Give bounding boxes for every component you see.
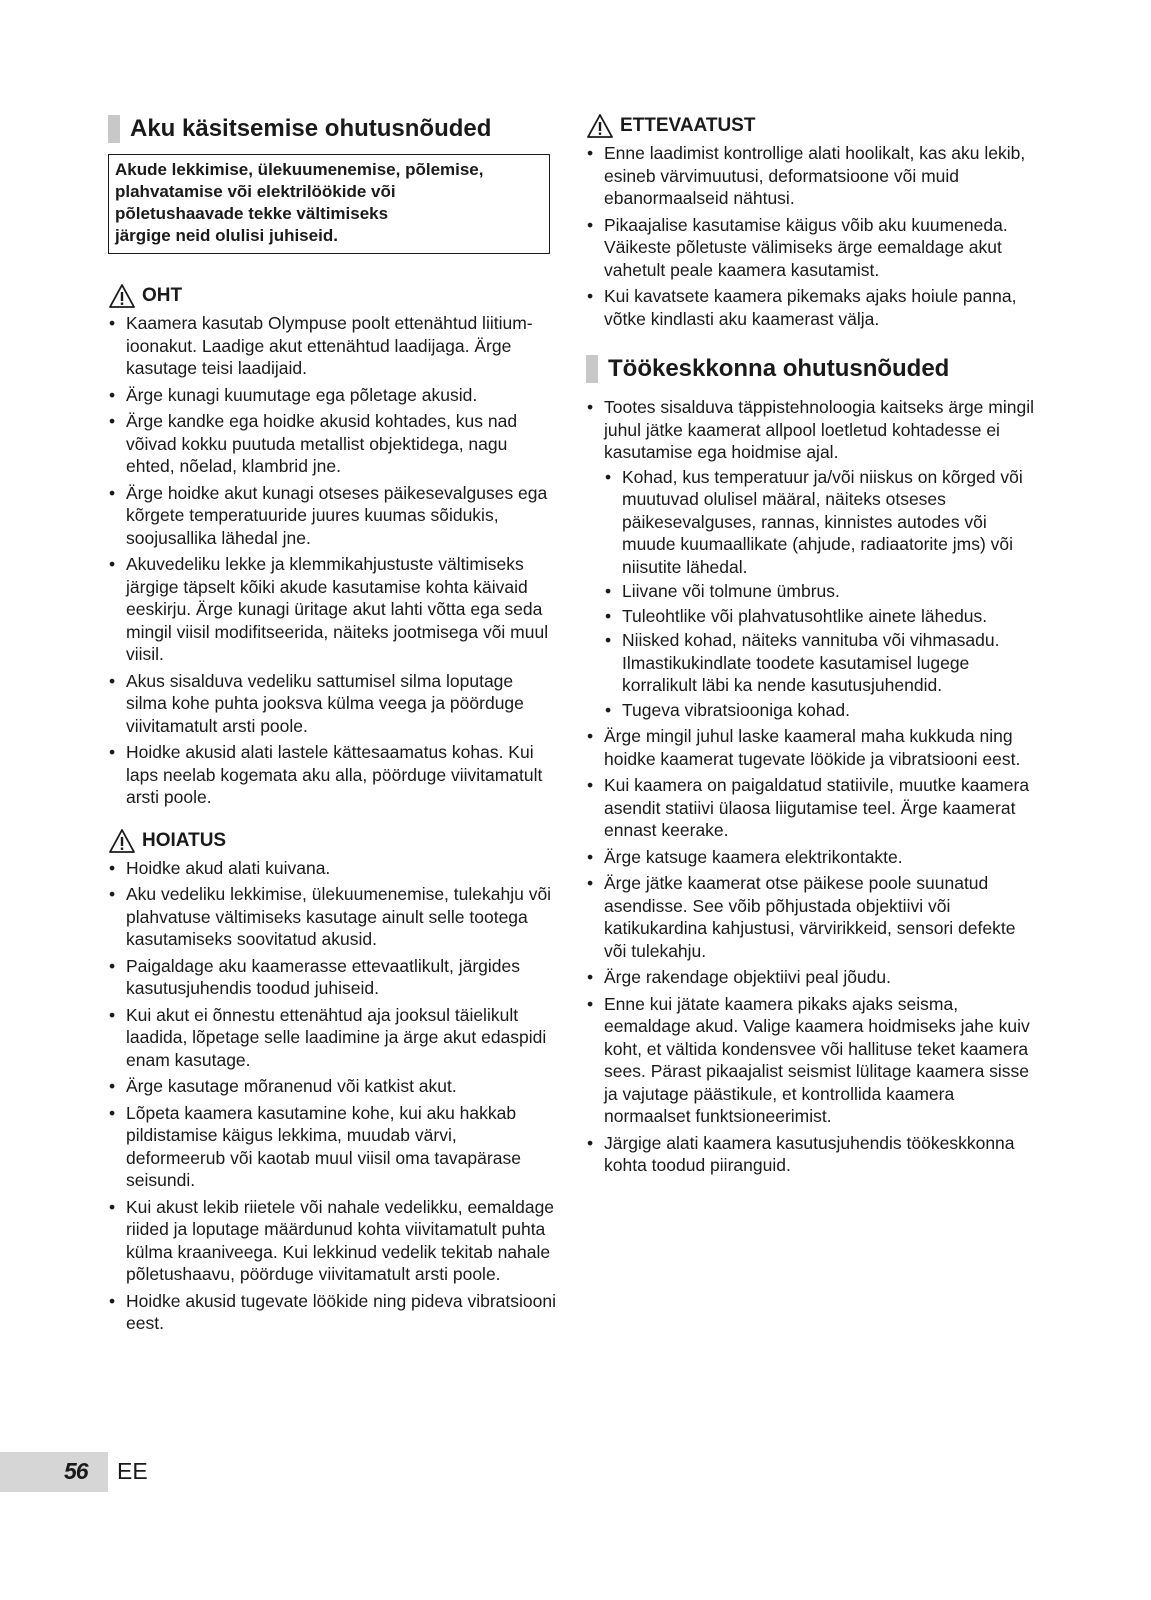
list-item: • Paigaldage aku kaamerasse ettevaatlikult, järgides kasutusjuhendis toodud juhiseid. <box>108 955 556 1000</box>
list-item: • Hoidke akusid alati lastele kättesaamatus kohas. Kui laps neelab kogemata aku alla, pöörduge viivitamatult arsti poole. <box>108 741 556 809</box>
list-item: • Ärge kandke ega hoidke akusid kohtades, kus nad võivad kokku puutuda metallist objektidega, nagu ehted, nõelad, klambrid jne. <box>108 410 556 478</box>
list-item: • Ärge mingil juhul laske kaameral maha kukkuda ning hoidke kaamerat tugevate löökide ja vibratsiooni eest. <box>586 725 1034 770</box>
warning-triangle-icon <box>586 113 614 139</box>
boxed-line: järgige neid olulisi juhiseid. <box>115 226 338 245</box>
list-item: • Pikaajalise kasutamise käigus võib aku kuumeneda. Väikeste põletuste välimiseks ärge eemaldage akut vahetult peale kaamera kasutamist. <box>586 214 1034 282</box>
list-item: • Ärge hoidke akut kunagi otseses päikesevalguses ega kõrgete temperatuuride juures kuumas sõidukis, soojusallika lähedal jne. <box>108 482 556 550</box>
ettevaatust-heading-text: ETTEVAATUST <box>620 115 756 136</box>
hoiatus-list <box>108 857 556 1335</box>
section-bar <box>108 115 120 143</box>
list-item: • Järgige alati kaamera kasutusjuhendis töökeskkonna kohta toodud piiranguid. <box>586 1132 1034 1177</box>
ettevaatust-group <box>586 112 1034 330</box>
boxed-notice <box>108 154 550 254</box>
list-item: • Hoidke akud alati kuivana. <box>108 857 556 880</box>
sub-list <box>604 466 1034 722</box>
page-number-tab <box>0 1452 108 1492</box>
boxed-line: põletushaavade tekke vältimiseks <box>115 204 389 223</box>
section-title-text: Töökeskkonna ohutusnõuded <box>608 355 950 382</box>
hoiatus-group <box>108 827 556 1335</box>
list-item: • Enne laadimist kontrollige alati hoolikalt, kas aku lekib, esineb värvimuutusi, deformatsioone või muid ebanormaalseid nähtusi. <box>586 142 1034 210</box>
section-bar <box>586 355 598 383</box>
warning-triangle-icon <box>108 828 136 854</box>
list-item: • Ärge katsuge kaamera elektrikontakte. <box>586 846 1034 869</box>
sub-list-item: • Tuleohtlike või plahvatusohtlike ainete lähedus. <box>604 605 1034 628</box>
left-column <box>108 112 556 1353</box>
sub-list-item: • Liivane või tolmune ümbrus. <box>604 580 1034 603</box>
list-item: • Kui akust lekib riietele või nahale vedelikku, eemaldage riided ja loputage määrdunud kohta viivitamatult puhta külma kraaniveega. Kui lekkinud vedelik tekitab nahale põletushaavu, pöörduge viivitamatult arsti poole. <box>108 1196 556 1286</box>
section-title-battery <box>108 112 556 146</box>
list-item: • Aku vedeliku lekkimise, ülekuumenemise, tulekahju või plahvatuse vältimiseks kasutage ainult selle tootega kasutamiseks soovitatud akusid. <box>108 883 556 951</box>
ettevaatust-heading <box>586 112 1034 140</box>
ettevaatust-list <box>586 142 1034 330</box>
boxed-line: plahvatamise või elektrilöökide või <box>115 182 396 201</box>
list-item <box>586 396 1034 721</box>
list-item: • Kaamera kasutab Olympuse poolt ettenähtud liitium-ioonakut. Laadige akut ettenähtud laadijaga. Ärge kasutage teisi laadijaid. <box>108 312 556 380</box>
hoiatus-heading-text: HOIATUS <box>142 829 227 851</box>
section-title-text: Aku käsitsemise ohutusnõuded <box>130 115 492 142</box>
boxed-line: Akude lekkimise, ülekuumenemise, põlemise, <box>115 160 484 179</box>
list-item: • Ärge kunagi kuumutage ega põletage akusid. <box>108 384 556 407</box>
hoiatus-heading <box>108 827 556 855</box>
list-item: • Akus sisalduva vedeliku sattumisel silma loputage silma kohe puhta jooksva külma veega ja pöörduge viivitamatult arsti poole. <box>108 670 556 738</box>
list-item: • Hoidke akusid tugevate löökide ning pideva vibratsiooni eest. <box>108 1290 556 1335</box>
list-item: • Kui kavatsete kaamera pikemaks ajaks hoiule panna, võtke kindlasti aku kaamerast välja. <box>586 285 1034 330</box>
right-column <box>586 112 1034 1181</box>
list-item: • Ärge kasutage mõranenud või katkist akut. <box>108 1075 556 1098</box>
oht-heading-text: OHT <box>142 285 183 306</box>
list-item: • Lõpeta kaamera kasutamine kohe, kui aku hakkab pildistamise käigus lekkima, muudab värvi, deformeerub või kaotab muul viisil oma tavapärase seisundi. <box>108 1102 556 1192</box>
list-item: • Kui akut ei õnnestu ettenähtud aja jooksul täielikult laadida, lõpetage selle laadimine ja ärge akut edaspidi enam kasutage. <box>108 1004 556 1072</box>
list-item: • Akuvedeliku lekke ja klemmikahjustuste vältimiseks järgige täpselt kõiki akude kasutamise kohta käivaid eeskirju. Ärge kunagi üritage akut lahti võtta ega seda mingil viisil modifitseerida, näiteks jootmisega või muul viisil. <box>108 553 556 666</box>
list-item: • Enne kui jätate kaamera pikaks ajaks seisma, eemaldage akud. Valige kaamera hoidmiseks jahe kuiv koht, et vältida kondensvee või hallituse teket kaamera sees. Pärast pikaajalist seismist lülitage kaamera sisse ja vajutage päästikule, et kontrollida kaamera normaalset funktsioneerimist. <box>586 993 1034 1128</box>
sub-list-item: • Tugeva vibratsiooniga kohad. <box>604 699 1034 722</box>
oht-group <box>108 282 556 809</box>
sub-list-item: • Niisked kohad, näiteks vannituba või vihmasadu. Ilmastikukindlate toodete kasutamisel lugege korralikult läbi ka nende kasutusjuhendid. <box>604 629 1034 697</box>
oht-heading <box>108 282 556 310</box>
list-item: • Kui kaamera on paigaldatud statiivile, muutke kaamera asendit statiivi ülaosa liigutamise teel. Ärge kaamerat ennast keerake. <box>586 774 1034 842</box>
environment-list <box>586 396 1034 1177</box>
sub-list-item: • Kohad, kus temperatuur ja/või niiskus on kõrged või muutuvad olulisel määral, näiteks otseses päikesevalguses, rannas, kinnistes autodes või muude kuumaallikate (ahjude, radiaatorite jms) või niisutite lähedal. <box>604 466 1034 579</box>
oht-list <box>108 312 556 809</box>
language-code: EE <box>117 1458 148 1484</box>
list-item: • Ärge jätke kaamerat otse päikese poole suunatud asendisse. See võib põhjustada objektiivi või katikukardina kahjustusi, värvirikkeid, sensori defekte või tulekahju. <box>586 872 1034 962</box>
warning-triangle-icon <box>108 283 136 309</box>
page-number: 56 <box>64 1458 88 1484</box>
list-item: • Ärge rakendage objektiivi peal jõudu. <box>586 966 1034 989</box>
intro-text: Tootes sisalduva täppistehnoloogia kaitseks ärge mingil juhul jätke kaamerat allpool loetletud kohtadesse ei kasutamise ega hoidmise ajal. <box>604 397 1034 462</box>
section-title-environment <box>586 352 1034 386</box>
